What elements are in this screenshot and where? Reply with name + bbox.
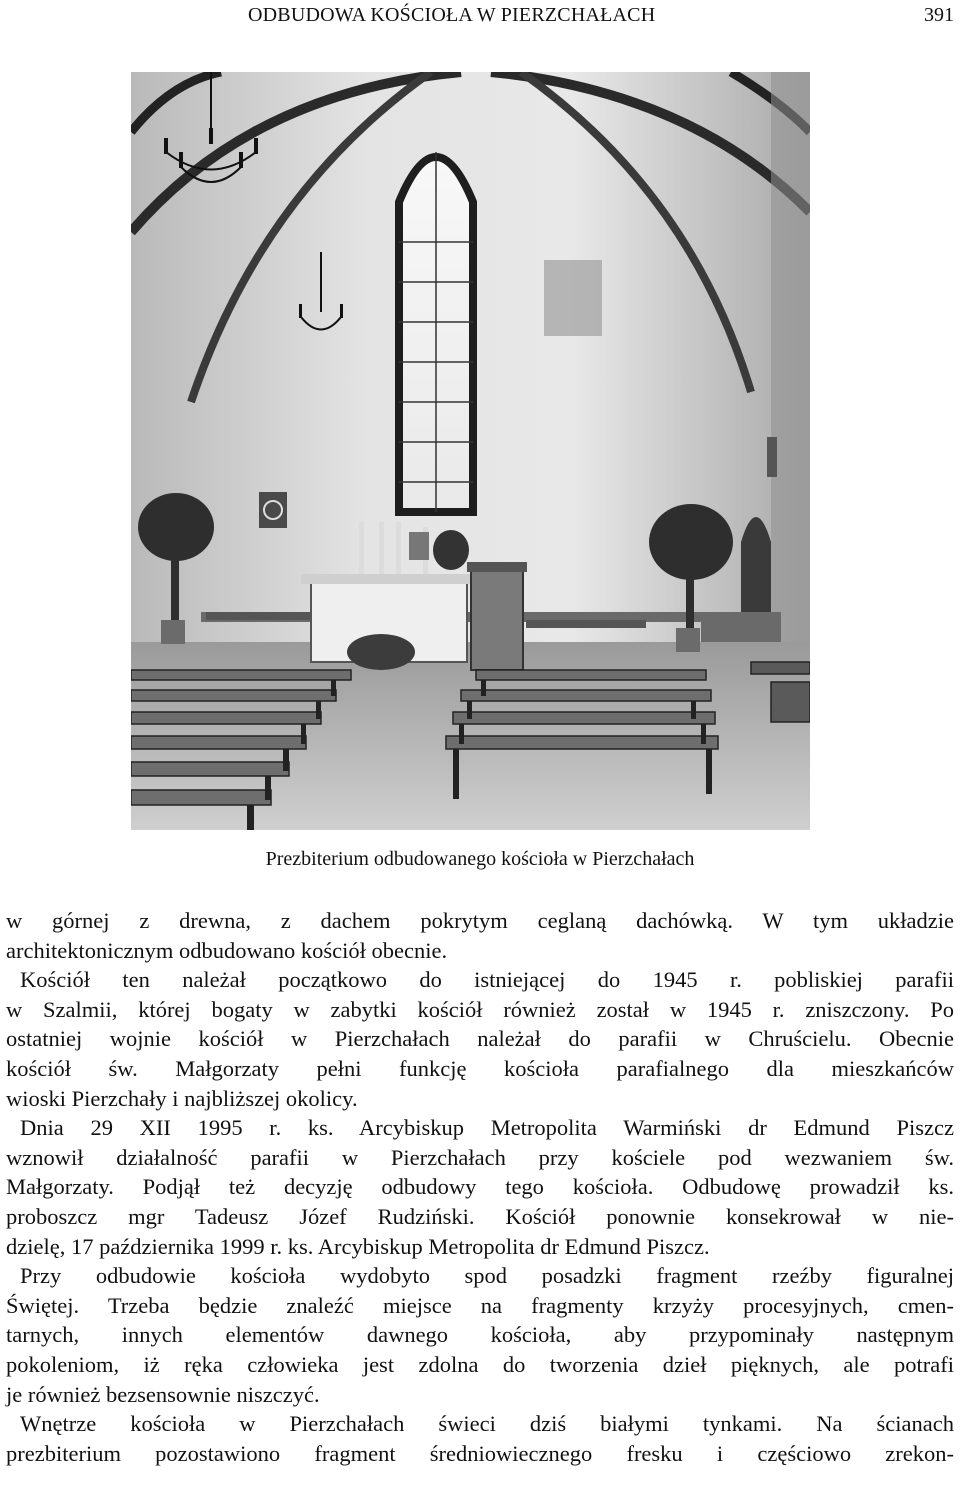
- body-text: [6, 906, 954, 1468]
- text-line: wznowił działalność parafii w Pierzchałach przy kościele pod wezwaniem św.: [6, 1144, 954, 1170]
- running-title: ODBUDOWA KOŚCIOŁA W PIERZCHAŁACH: [248, 4, 656, 26]
- text-line: Małgorzaty. Podjął też decyzję odbudowy tego kościoła. Odbudowę prowadził ks.: [6, 1174, 954, 1200]
- text-line: pokoleniom, iż ręka człowieka jest zdolna do tworzenia dzieł pięknych, ale potrafi: [6, 1351, 954, 1377]
- text-line: Przy odbudowie kościoła wydobyto spod posadzki fragment rzeźby figuralnej: [20, 1263, 954, 1289]
- text-line: je również bezsensownie niszczyć.: [6, 1381, 320, 1407]
- text-line: Dnia 29 XII 1995 r. ks. Arcybiskup Metropolita Warmiński dr Edmund Piszcz: [20, 1115, 954, 1141]
- text-line: wioski Pierzchały i najbliższej okolicy.: [6, 1085, 358, 1111]
- page-number: 391: [924, 4, 954, 26]
- text-line: prezbiterium pozostawiono fragment średniowiecznego fresku i częściowo zrekon-: [6, 1440, 954, 1466]
- text-line: architektonicznym odbudowano kościół obecnie.: [6, 937, 448, 963]
- text-line: Świętej. Trzeba będzie znaleźć miejsce na fragmenty krzyży procesyjnych, cmen-: [6, 1292, 954, 1318]
- text-line: ostatniej wojnie kościół w Pierzchałach należał do parafii w Chruścielu. Obecnie: [6, 1026, 954, 1052]
- church-interior-photo: [131, 72, 810, 830]
- photo-illustration: [131, 72, 810, 830]
- running-head: [0, 4, 960, 34]
- text-line: kościół św. Małgorzaty pełni funkcję kościoła parafialnego dla mieszkańców: [6, 1055, 954, 1081]
- text-line: Kościół ten należał początkowo do istniejącej do 1945 r. pobliskiej parafii: [20, 967, 954, 993]
- text-line: tarnych, innych elementów dawnego kościoła, aby przypominały następnym: [6, 1322, 954, 1348]
- text-line: w Szalmii, której bogaty w zabytki kościół również został w 1945 r. zniszczony. Po: [6, 996, 954, 1022]
- text-line: Wnętrze kościoła w Pierzchałach świeci dziś białymi tynkami. Na ścianach: [20, 1411, 954, 1437]
- figure-caption: Prezbiterium odbudowanego kościoła w Pierzchałach: [265, 848, 695, 870]
- text-line: dzielę, 17 października 1999 r. ks. Arcybiskup Metropolita dr Edmund Piszcz.: [6, 1233, 710, 1259]
- text-line: w górnej z drewna, z dachem pokrytym ceglaną dachówką. W tym układzie: [6, 908, 954, 933]
- text-line: proboszcz mgr Tadeusz Józef Rudziński. Kościół ponownie konsekrował w nie-: [6, 1203, 954, 1229]
